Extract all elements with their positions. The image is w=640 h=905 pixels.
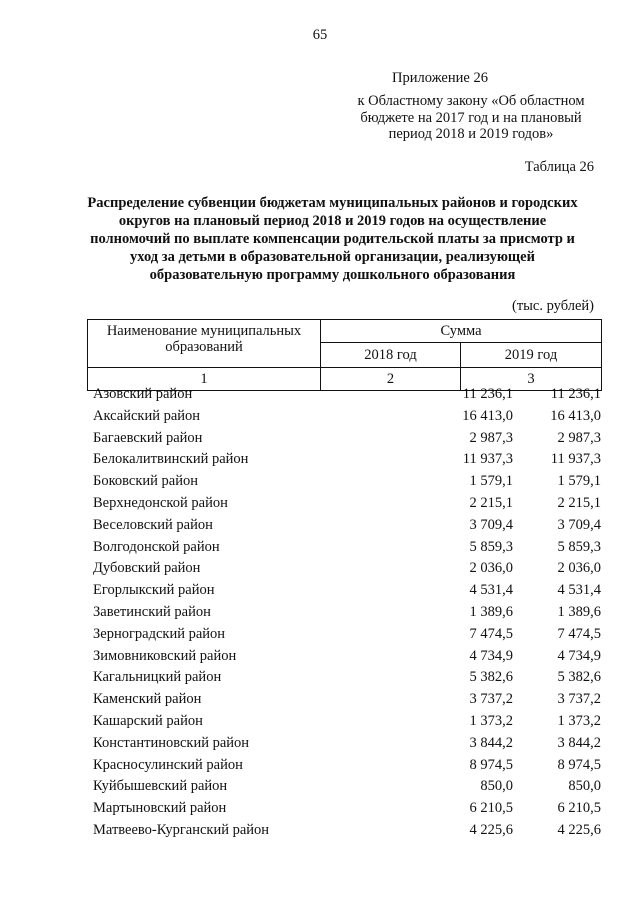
municipality-name: Боковский район: [93, 473, 198, 490]
amount-2019: 3 709,4: [557, 516, 601, 533]
municipality-name: Азовский район: [93, 386, 193, 402]
municipality-name: Кагальницкий район: [93, 669, 222, 686]
municipality-name: Каменский район: [93, 691, 202, 708]
amount-2019: 4 734,9: [557, 647, 601, 664]
municipality-name: Зимовниковский район: [93, 647, 237, 664]
municipality-name: Дубовский район: [93, 560, 201, 577]
table-row: [87, 384, 601, 406]
table-row: [87, 602, 601, 624]
municipality-name: Зерноградский район: [93, 625, 226, 642]
header-sum: Сумма: [321, 320, 602, 343]
municipality-name: Егорлыкский район: [93, 582, 215, 599]
header-year-2018: 2018 год: [321, 342, 461, 367]
municipality-name: Мартыновский район: [93, 800, 227, 817]
table-row: [87, 776, 601, 798]
amount-2018: 4 225,6: [469, 821, 513, 838]
amount-2019: 3 844,2: [557, 734, 601, 751]
table-row: [87, 624, 601, 646]
table-row: [87, 689, 601, 711]
amount-2019: 850,0: [568, 778, 601, 795]
amount-2018: 4 531,4: [469, 582, 513, 599]
municipality-name: Константиновский район: [93, 734, 250, 751]
table-row: [87, 471, 601, 493]
table-row: [87, 428, 601, 450]
amount-2018: 5 859,3: [469, 538, 513, 555]
amount-2019: 1 579,1: [557, 473, 601, 490]
amount-2018: 5 382,6: [469, 669, 513, 686]
table-row: [87, 733, 601, 755]
municipality-name: Красносулинский район: [93, 756, 243, 773]
amount-2019: 11 236,1: [550, 386, 601, 402]
amount-2018: 3 844,2: [469, 734, 513, 751]
table-row: [87, 711, 601, 733]
amount-2019: 11 937,3: [550, 451, 601, 468]
amount-2018: 11 236,1: [462, 386, 513, 402]
municipality-name: Волгодонской район: [93, 538, 220, 555]
amount-2019: 1 389,6: [557, 603, 601, 620]
table-header: [87, 319, 602, 391]
amount-2018: 3 737,2: [469, 691, 513, 708]
units-label: (тыс. рублей): [512, 298, 594, 314]
amount-2019: 2 987,3: [557, 429, 601, 446]
amount-2018: 8 974,5: [469, 756, 513, 773]
law-reference: к Областному закону «Об областном бюджете на 2017 год и на плановый период 2018 и 2019 годов»: [357, 93, 585, 142]
amount-2019: 3 737,2: [557, 691, 601, 708]
amount-2019: 5 859,3: [557, 538, 601, 555]
table-row: [87, 493, 601, 515]
table-row: [87, 537, 601, 559]
amount-2019: 2 036,0: [557, 560, 601, 577]
appendix-label: Приложение 26: [392, 70, 488, 86]
municipality-name: Матвеево-Курганский район: [93, 821, 270, 838]
amount-2019: 2 215,1: [557, 494, 601, 511]
table-label: Таблица 26: [524, 159, 594, 175]
amount-2019: 4 225,6: [557, 821, 601, 838]
table-row: [87, 646, 601, 668]
table-row: [87, 406, 601, 428]
table-row: [87, 580, 601, 602]
municipality-name: Верхнедонской район: [93, 494, 228, 511]
amount-2018: 1 373,2: [469, 712, 513, 729]
amount-2018: 1 579,1: [469, 473, 513, 490]
amount-2018: 11 937,3: [462, 451, 513, 468]
municipality-name: Багаевский район: [93, 429, 203, 446]
municipality-name: Заветинский район: [93, 603, 211, 620]
table-row: [87, 667, 601, 689]
table-body: [87, 384, 601, 842]
amount-2019: 5 382,6: [557, 669, 601, 686]
amount-2018: 2 987,3: [469, 429, 513, 446]
amount-2018: 16 413,0: [462, 407, 513, 424]
page-number: 65: [312, 27, 328, 43]
table-row: [87, 449, 601, 471]
amount-2018: 2 036,0: [469, 560, 513, 577]
amount-2019: 1 373,2: [557, 712, 601, 729]
col-number-1: 1: [88, 368, 321, 391]
amount-2019: 8 974,5: [557, 756, 601, 773]
col-number-3: 3: [461, 368, 602, 391]
amount-2018: 3 709,4: [469, 516, 513, 533]
municipality-name: Аксайский район: [93, 407, 201, 424]
amount-2018: 2 215,1: [469, 494, 513, 511]
table-row: [87, 515, 601, 537]
municipality-name: Куйбышевский район: [93, 778, 228, 795]
table-row: [87, 558, 601, 580]
amount-2019: 16 413,0: [550, 407, 601, 424]
amount-2019: 6 210,5: [557, 800, 601, 817]
table-row: [87, 755, 601, 777]
table-row: [87, 798, 601, 820]
amount-2018: 1 389,6: [469, 603, 513, 620]
amount-2018: 6 210,5: [469, 800, 513, 817]
col-number-2: 2: [321, 368, 461, 391]
amount-2019: 4 531,4: [557, 582, 601, 599]
amount-2018: 4 734,9: [469, 647, 513, 664]
amount-2019: 7 474,5: [557, 625, 601, 642]
municipality-name: Кашарский район: [93, 712, 203, 729]
header-name: Наименование муниципальных образований: [88, 320, 321, 368]
header-year-2019: 2019 год: [461, 342, 602, 367]
amount-2018: 7 474,5: [469, 625, 513, 642]
municipality-name: Веселовский район: [93, 516, 213, 533]
municipality-name: Белокалитвинский район: [93, 451, 249, 468]
table-row: [87, 820, 601, 842]
document-title: Распределение субвенции бюджетам муниципальных районов и городских округов на плановый период 2018 и 2019 годов на осуществление полномочий по выплате компенсации родительской платы за присмотр и уход за детьми в образовательной организации, реализующей образовательную программу дошкольного образования: [87, 195, 578, 283]
amount-2018: 850,0: [480, 778, 513, 795]
